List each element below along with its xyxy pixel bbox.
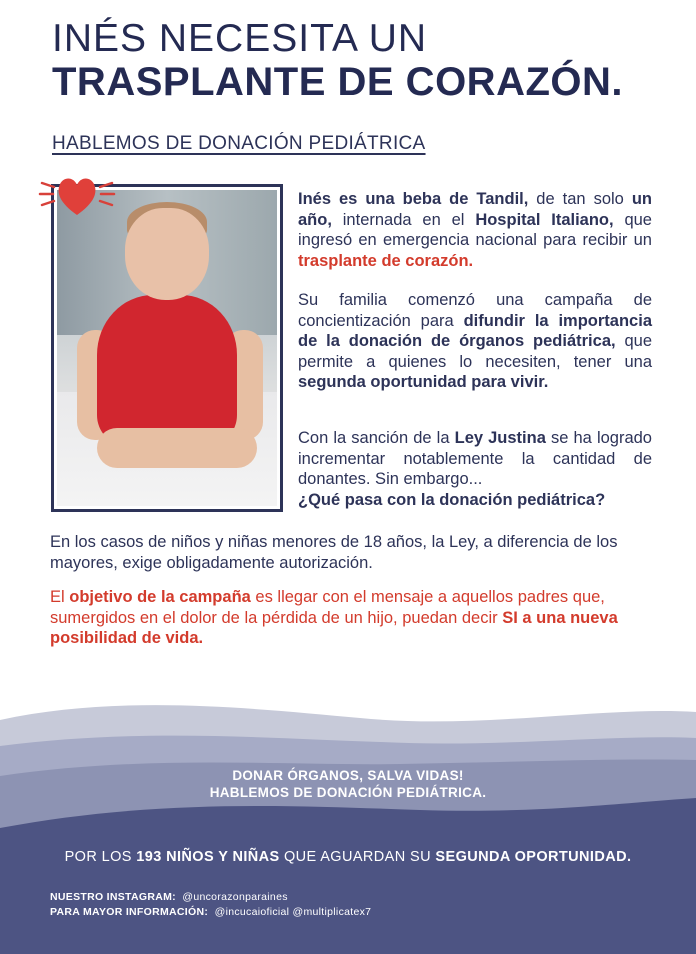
slogan-line-1: DONAR ÓRGANOS, SALVA VIDAS!	[232, 768, 464, 783]
instagram-handle[interactable]: @uncorazonparaines	[182, 891, 288, 903]
more-info: PARA MAYOR INFORMACIÓN: @incucaioficial @multiplicatex7	[50, 906, 372, 918]
footer-slogan	[0, 767, 696, 801]
section-subtitle: HABLEMOS DE DONACIÓN PEDIÁTRICA	[52, 133, 426, 154]
heart-icon	[38, 169, 116, 219]
instagram-info: NUESTRO INSTAGRAM: @uncorazonparaines	[50, 891, 288, 903]
title-line-1: INÉS NECESITA UN	[52, 17, 428, 60]
slogan-line-2: HABLEMOS DE DONACIÓN PEDIÁTRICA.	[209, 785, 487, 800]
children-count-line: POR LOS 193 NIÑOS Y NIÑAS QUE AGUARDAN SU SEGUNDA OPORTUNIDAD.	[64, 849, 632, 865]
minors-paragraph: En los casos de niños y niñas menores de 18 años, la Ley, a diferencia de los mayores, exige obligadamente autorización.	[50, 533, 618, 572]
page-title	[52, 18, 672, 104]
title-line-2: TRASPLANTE DE CORAZÓN.	[52, 60, 623, 104]
info-handles[interactable]: @incucaioficial @multiplicatex7	[214, 906, 372, 918]
law-paragraph: Con la sanción de la Ley Justina se ha logrado incrementar notablemente la cantidad de donantes. Sin embargo... ¿Qué pasa con la donación pediátrica?	[298, 429, 652, 509]
objective-paragraph: El objetivo de la campaña es llegar con el mensaje a aquellos padres que, sumergidos en el dolor de la pérdida de un hijo, puedan decir SI a una nueva posibilidad de vida.	[50, 588, 618, 647]
intro-paragraph: Inés es una beba de Tandil, de tan solo un año, internada en el Hospital Italiano, que ingresó en emergencia nacional para recibir un trasplante de corazón.	[298, 190, 652, 270]
campaign-paragraph: Su familia comenzó una campaña de concientización para difundir la importancia de la donación de órganos pediátrica, que permite a quienes lo necesiten, tener una segunda oportunidad para vivir.	[298, 291, 652, 391]
photo-frame	[51, 184, 283, 512]
baby-photo	[57, 190, 277, 506]
